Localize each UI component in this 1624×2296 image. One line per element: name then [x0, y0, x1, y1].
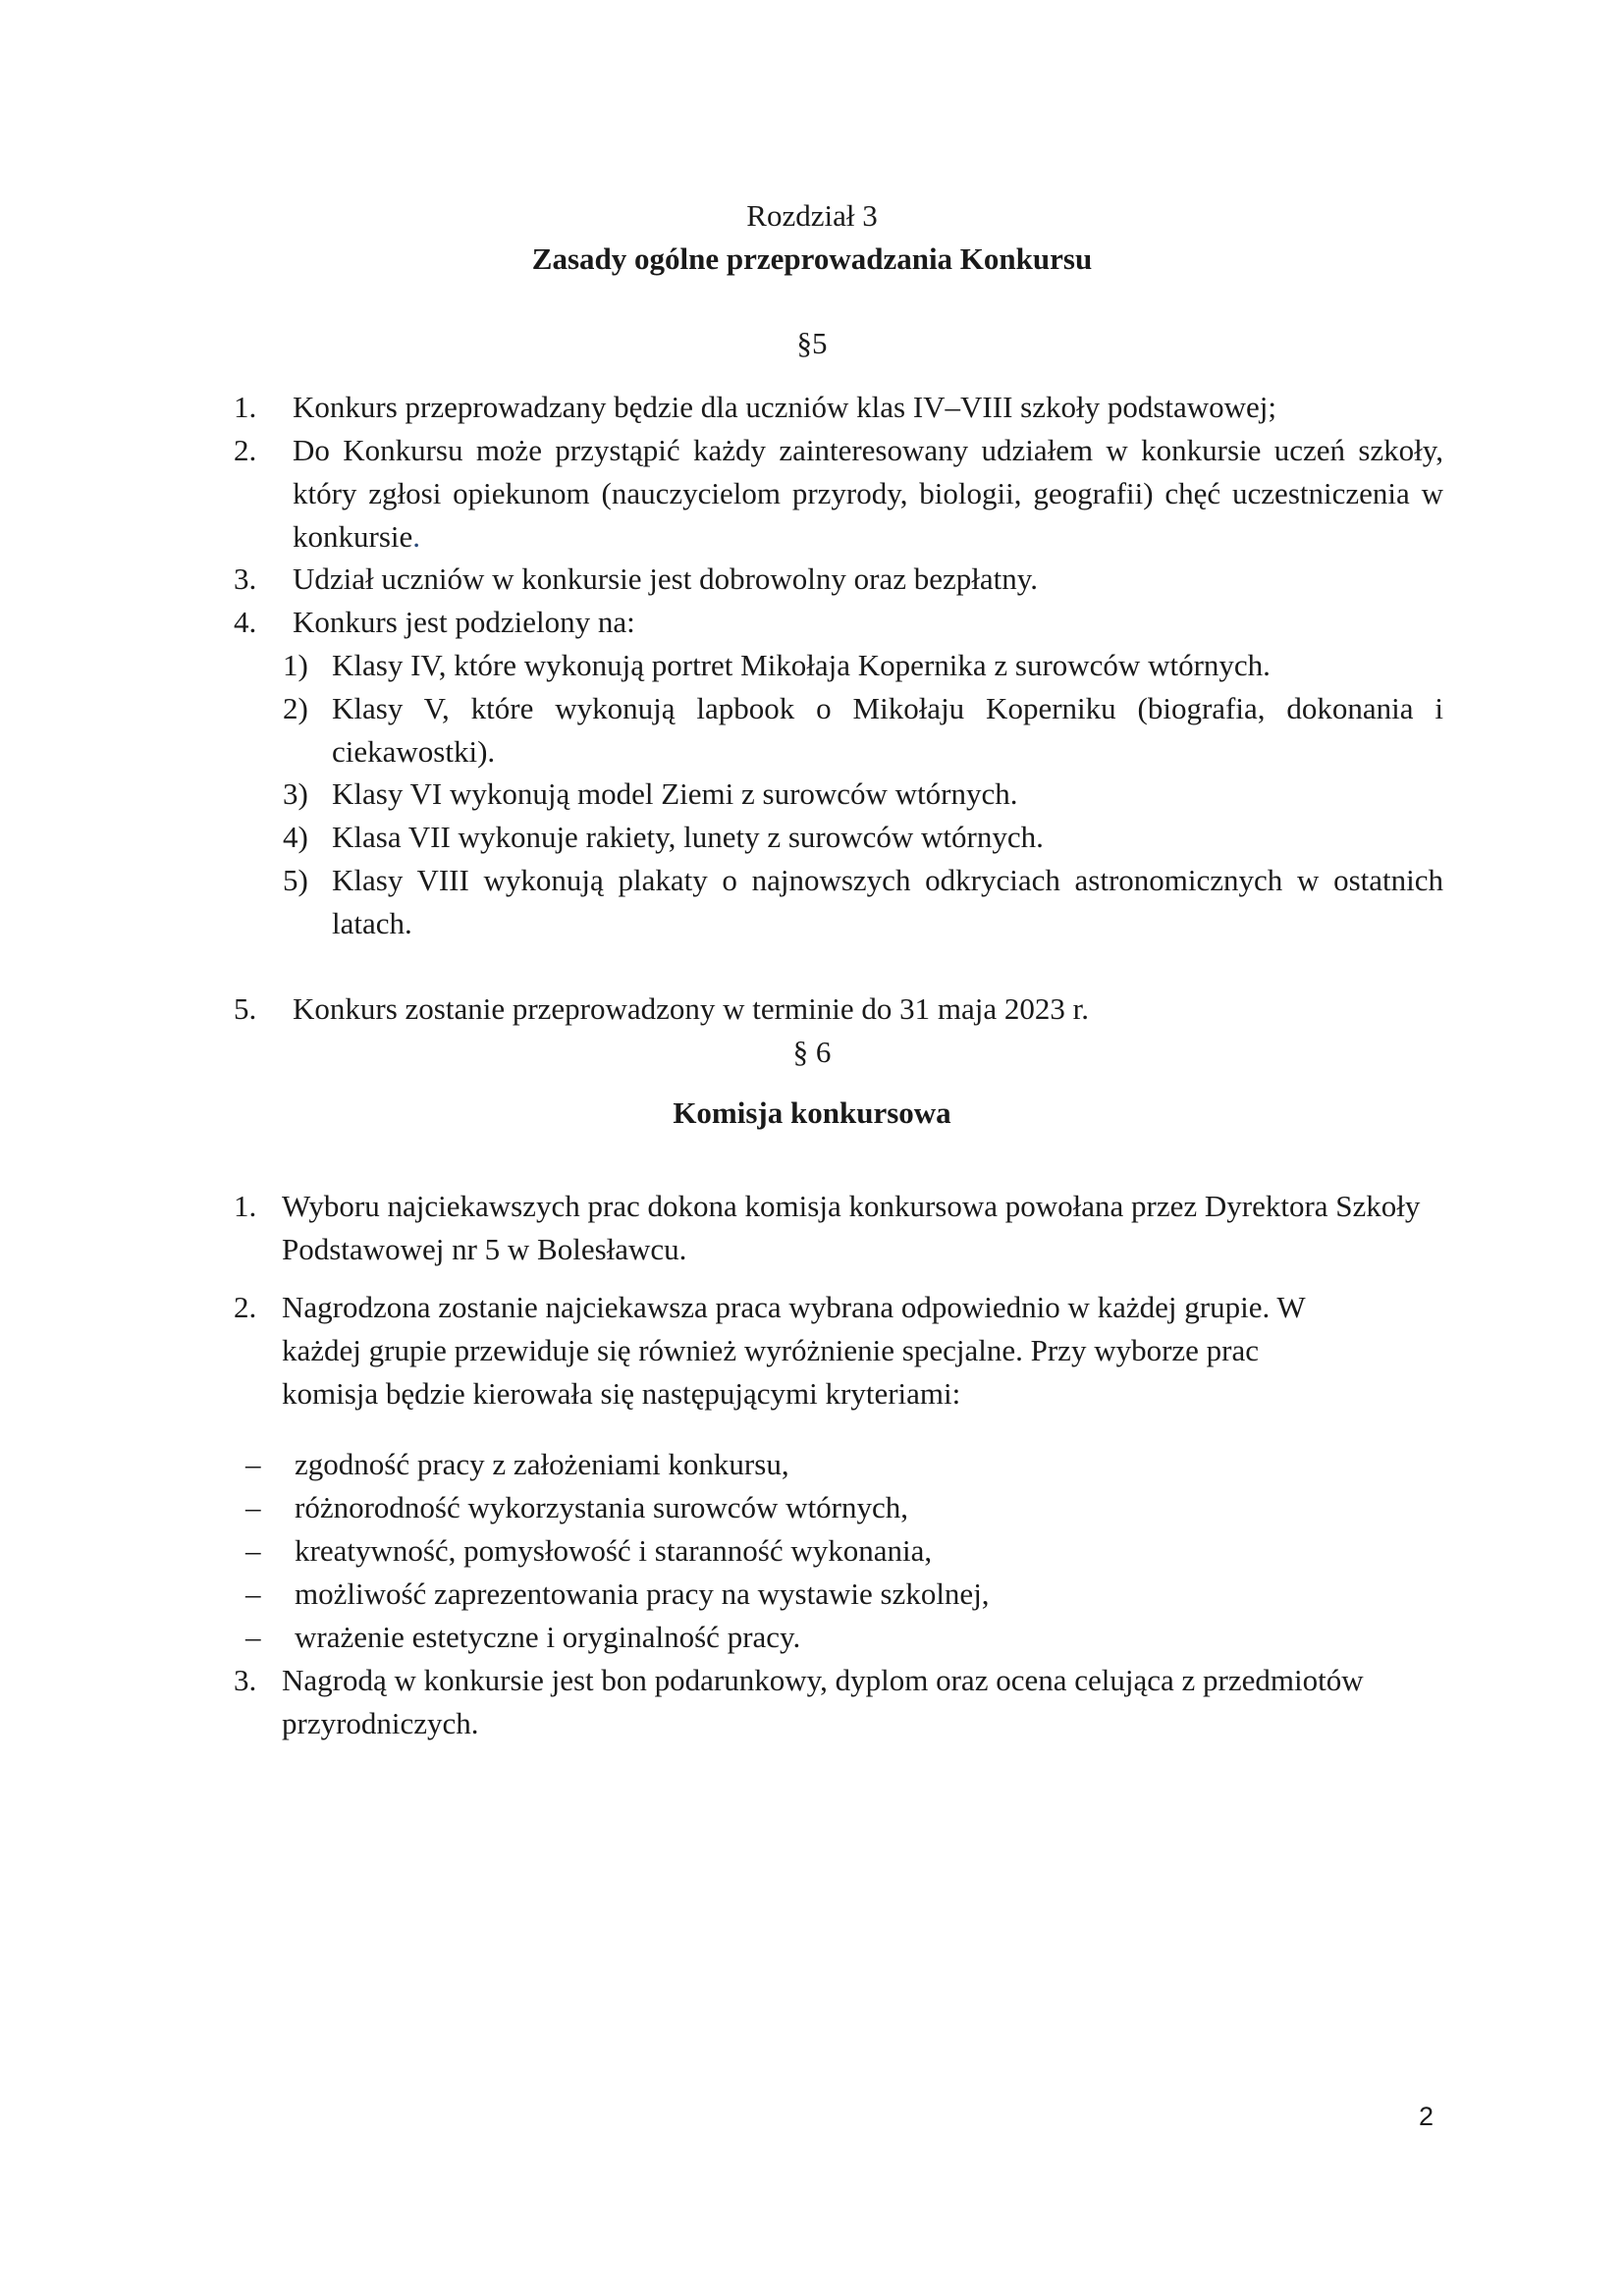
sub-list-item: Klasa VII wykonuje rakiety, lunety z surowców wtórnych. — [332, 820, 1044, 854]
list-item: Udział uczniów w konkursie jest dobrowolny oraz bezpłatny. — [293, 561, 1039, 596]
sub-list-item: Klasy VIII wykonują plakaty o najnowszych odkryciach astronomicznych w ostatnich latach. — [332, 863, 1443, 940]
item-number: 4. — [234, 605, 257, 639]
subitem-number: 4) — [283, 820, 308, 854]
sub-list-item: Klasy VI wykonują model Ziemi z surowców wtórnych. — [332, 776, 1018, 811]
criterion-item: wrażenie estetyczne i oryginalność pracy. — [295, 1620, 801, 1654]
item-number: 3. — [234, 561, 257, 596]
criterion-item: kreatywność, pomysłowość i staranność wykonania, — [295, 1533, 933, 1568]
subitem-number: 3) — [283, 776, 308, 811]
list-item: Wyboru najciekawszych prac dokona komisja konkursowa powołana przez Dyrektora Szkoły Podstawowej nr 5 w Bolesławcu. — [282, 1189, 1421, 1266]
text-line: komisja będzie kierowała się następującymi kryteriami: — [282, 1376, 961, 1411]
chapter-label: Rozdział 3 — [746, 198, 878, 233]
list-item: Konkurs jest podzielony na: — [293, 605, 635, 639]
list-item: Do Konkursu może przystąpić każdy zainteresowany udziałem w konkursie uczeń szkoły, który zgłosi opiekunom (nauczycielom przyrody, biologii, geografii) chęć uczestniczenia w konkursie. — [293, 433, 1443, 554]
item-number: 3. — [234, 1663, 257, 1697]
list-item: Konkurs zostanie przeprowadzony w terminie do 31 maja 2023 r. — [293, 991, 1089, 1026]
criterion-item: zgodność pracy z założeniami konkursu, — [295, 1447, 789, 1481]
item-number: 2. — [234, 433, 257, 467]
dash-bullet: – — [245, 1490, 261, 1524]
dash-bullet: – — [245, 1620, 261, 1654]
sub-list-item: Klasy IV, które wykonują portret Mikołaja Kopernika z surowców wtórnych. — [332, 648, 1271, 682]
subitem-number: 5) — [283, 863, 308, 897]
list-item: Konkurs przeprowadzany będzie dla uczniów klas IV–VIII szkoły podstawowej; — [293, 390, 1277, 424]
criterion-item: możliwość zaprezentowania pracy na wystawie szkolnej, — [295, 1576, 990, 1611]
item-number: 2. — [234, 1290, 257, 1324]
section-5-symbol: §5 — [796, 326, 828, 360]
dash-bullet: – — [245, 1533, 261, 1568]
item-number: 1. — [234, 1189, 257, 1223]
subitem-number: 1) — [283, 648, 308, 682]
sub-list-item: Klasy V, które wykonują lapbook o Mikołaju Koperniku (biografia, dokonania i ciekawostki). — [332, 691, 1443, 769]
item-number: 1. — [234, 390, 257, 424]
section-6-symbol: § 6 — [792, 1035, 832, 1069]
criterion-item: różnorodność wykorzystania surowców wtórnych, — [295, 1490, 909, 1524]
page-number: 2 — [1418, 2102, 1434, 2131]
section-6-title: Komisja konkursowa — [673, 1095, 951, 1130]
list-item: Nagrodą w konkursie jest bon podarunkowy, dyplom oraz ocena celująca z przedmiotów przyrodniczych. — [282, 1663, 1364, 1740]
subitem-number: 2) — [283, 691, 308, 725]
text-line: Nagrodzona zostanie najciekawsza praca wybrana odpowiednio w każdej grupie. W — [282, 1290, 1306, 1324]
dash-bullet: – — [245, 1447, 261, 1481]
dash-bullet: – — [245, 1576, 261, 1611]
chapter-title: Zasady ogólne przeprowadzania Konkursu — [531, 241, 1093, 276]
list-item — [282, 1286, 1460, 1415]
text-line: każdej grupie przewiduje się również wyróżnienie specjalne. Przy wyborze prac — [282, 1333, 1260, 1367]
item-number: 5. — [234, 991, 257, 1026]
